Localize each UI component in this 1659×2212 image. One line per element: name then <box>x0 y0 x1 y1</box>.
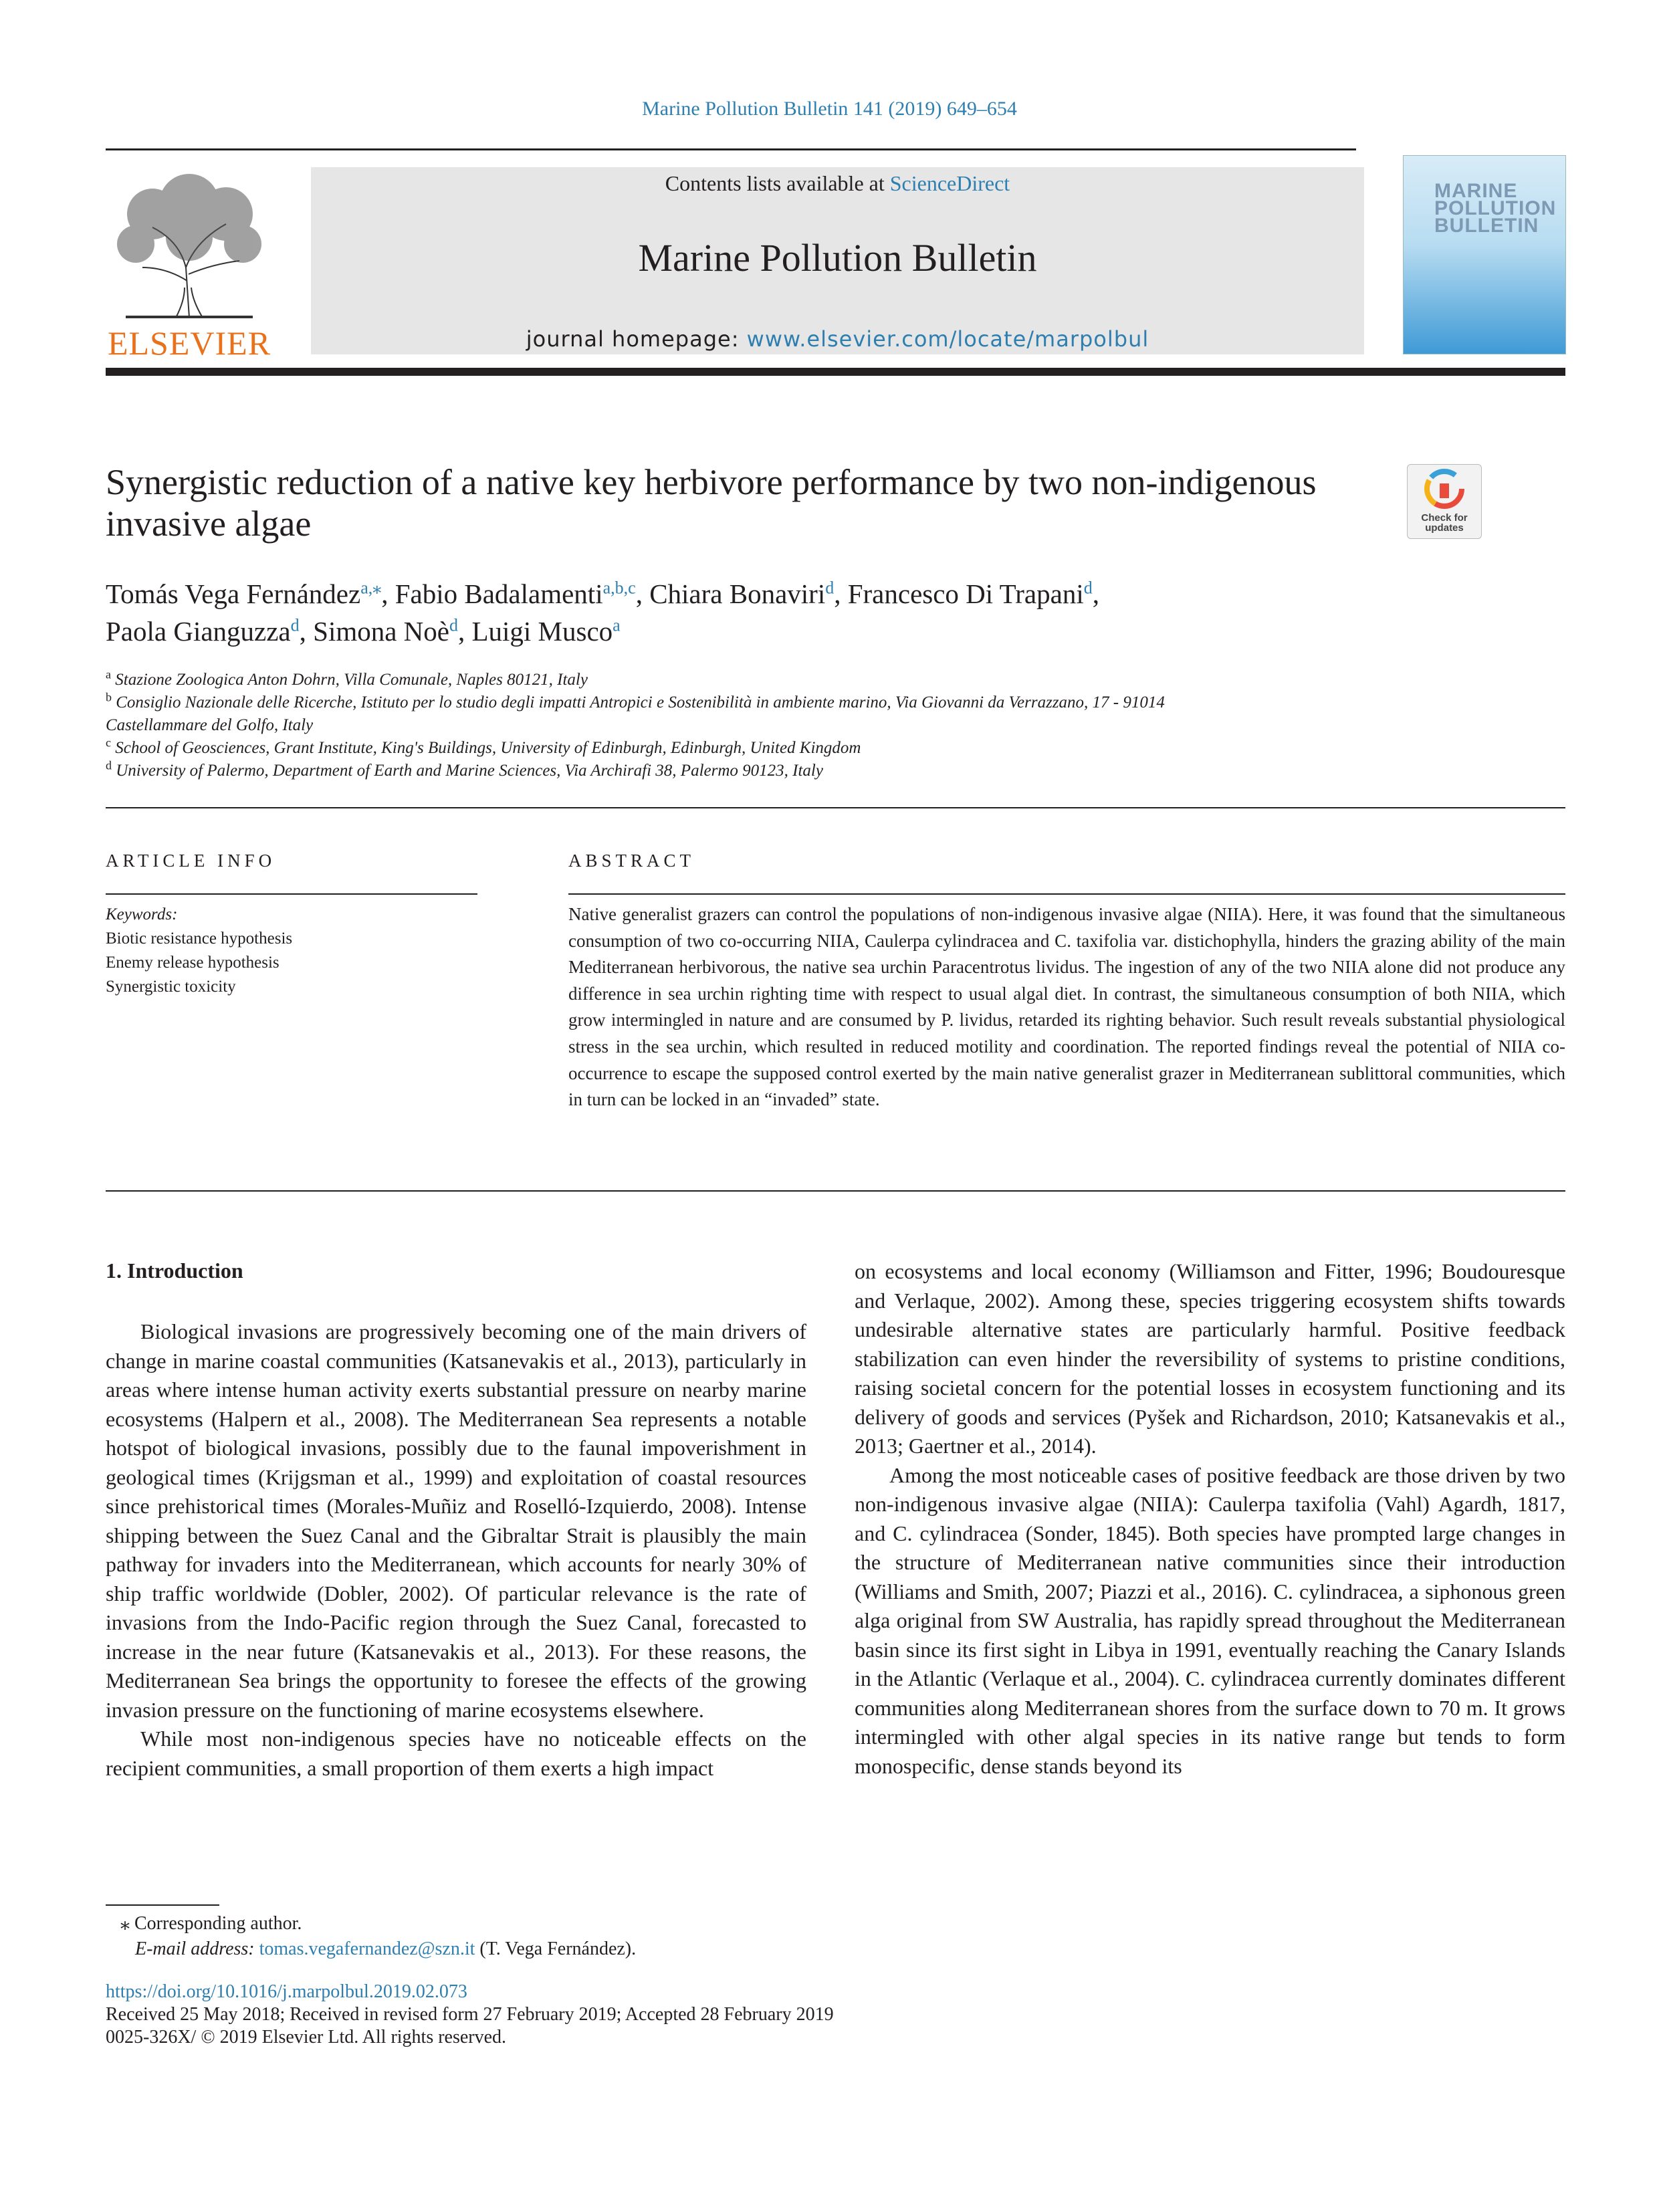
homepage-link[interactable]: www.elsevier.com/locate/marpolbul <box>746 326 1149 352</box>
author-affil-sup[interactable]: d <box>290 615 300 635</box>
header-rule <box>106 148 1356 150</box>
abstract-text: Native generalist grazers can control the populations of non-indigenous invasive algae (NIIA). Here, it was found that the simultaneous consumption of two co-occurring NIIA, Caulerpa cylindracea and C. taxifolia var. distichophylla, hinders the grazing ability of the main Mediterranean herbivorous, the native sea urchin Paracentrotus lividus. The ingestion of any of the two NIIA alone did not produce any difference in sea urchin righting time with respect to usual algal diet. In contrast, the simultaneous consumption of both NIIA, which grow intermingled in nature and are consumed by P. lividus, retarded its righting behavior. Such result reveals substantial physiological stress in the sea urchin, which resulted in reduced motility and coordination. The reported findings reveal the potential of NIIA co-occurrence to escape the supposed control exerted by the main native generalist grazer in Mediterranean sublittoral communities, which in turn can be locked in an “invaded” state. <box>568 904 1565 1110</box>
affiliation-a: $^a$ Stazione Zoologica Anton Dohrn, Villa Comunale, Naples 80121, Italy <box>106 667 588 689</box>
article-title: Synergistic reduction of a native key herbivore performance by two non-indigenous invasive algae <box>106 462 1317 544</box>
body-paragraph: Among the most noticeable cases of positive feedback are those driven by two non-indigenous invasive algae (NIIA): Caulerpa taxifolia (Vahl) Agardh, 1817, and C. cylindracea (Sonder, 1845). Both species have prompted large changes in the structure of Mediterranean native communities since their introduction (Williams and Smith, 2007; Piazzi et al., 2016). C. cylindracea, a siphonous green alga original from SW Australia, has rapidly spread throughout the Mediterranean basin since its first sight in Libya in 1991, eventually reaching the Canary Islands in the Atlantic (Verlaque et al., 2004). C. cylindracea currently dominates different communities along Mediterranean shores from the surface down to 70 m. It grows intermingled with other algal species in its native range but tends to form monospecific, dense stands beyond its <box>855 1462 1565 1778</box>
check-for-updates-badge[interactable] <box>1407 464 1482 539</box>
elsevier-wordmark: ELSEVIER <box>107 324 271 362</box>
journal-name: Marine Pollution Bulletin <box>638 236 1037 280</box>
author-affil-sup[interactable]: a,b,c <box>602 578 636 598</box>
keywords-label: Keywords: <box>106 905 178 923</box>
author-affil-sup[interactable]: d <box>449 615 458 635</box>
affiliation-b: $^b$ Consiglio Nazionale delle Ricerche, Istituto per lo studio degli impatti Antropici e Sostenibilità in ambiente marino, Via Giovanni da Verrazzano, 17 - 91014 <box>106 690 1165 711</box>
doi-link[interactable]: https://doi.org/10.1016/j.marpolbul.2019.02.073 <box>106 1981 467 2002</box>
article-info-rule <box>106 893 477 895</box>
corresponding-author-note: ⁎ Corresponding author. <box>120 1913 302 1934</box>
email-link[interactable]: tomas.vegafernandez@szn.it <box>259 1939 475 1959</box>
author-affil-sup[interactable]: a <box>613 615 621 635</box>
body-column-right <box>855 1257 1565 1781</box>
affiliation-d: $^d$ University of Palermo, Department of Earth and Marine Sciences, Via Archirafi 38, Palermo 90123, Italy <box>106 758 823 780</box>
author-name: Tomás Vega Fernández <box>106 578 361 609</box>
introduction-heading: 1. Introduction <box>106 1258 243 1283</box>
affiliation-b-cont: Castellammare del Golfo, Italy <box>106 716 314 734</box>
journal-reference-link[interactable]: Marine Pollution Bulletin 141 (2019) 649–654 <box>642 98 1017 120</box>
affiliation-rule <box>106 807 1565 808</box>
author-affil-sup[interactable]: d <box>1083 578 1093 598</box>
author-name: Francesco Di Trapani <box>847 578 1084 609</box>
article-info-heading: ARTICLE INFO <box>106 851 276 871</box>
body-paragraph: While most non-indigenous species have no noticeable effects on the recipient communities, a small proportion of them exerts a high impact <box>106 1727 806 1780</box>
affiliation-c: $^c$ School of Geosciences, Grant Institute, King's Buildings, University of Edinburgh, Edinburgh, United Kingdom <box>106 736 861 757</box>
keyword-item: Enemy release hypothesis <box>106 954 280 972</box>
abstract-end-rule <box>106 1190 1565 1192</box>
author-name: Paola Gianguzza <box>106 616 291 647</box>
keyword-item: Synergistic toxicity <box>106 978 236 996</box>
keywords-block <box>106 903 477 999</box>
contents-prefix: Contents lists available at <box>665 171 890 195</box>
masthead-thick-rule <box>106 368 1565 376</box>
abstract-rule <box>568 893 1565 895</box>
contents-line <box>311 171 1364 196</box>
abstract-heading: ABSTRACT <box>568 851 695 871</box>
author-name: Simona Noè <box>313 616 449 647</box>
keyword-item: Biotic resistance hypothesis <box>106 929 293 948</box>
body-paragraph: on ecosystems and local economy (Williamson and Fitter, 1996; Boudouresque and Verlaque, 2002). Among these, species triggering ecosystem shifts towards undesirable alternative states are particularly harmful. Positive feedback stabilization can even hinder the reversibility of systems to pristine conditions, raising societal concern for the potential losses in ecosystem functioning and its delivery of goods and services (Pyšek and Richardson, 2010; Katsanevakis et al., 2013; Gaertner et al., 2014). <box>855 1259 1565 1458</box>
author-affil-sup[interactable]: a,⁎ <box>360 578 382 598</box>
homepage-prefix: journal homepage: <box>526 326 747 352</box>
crossmark-label: Check for updates <box>1421 512 1468 534</box>
sciencedirect-link[interactable]: ScienceDirect <box>889 171 1010 195</box>
author-list: Tomás Vega Fernández$^{a,⁎}$, Fabio Badalamenti$^{a,b,c}$, Chiara Bonaviri$^d$, Francesco Di Trapani$^d$, Paola Gianguzza$^d$, Simona Noè$^d$, Luigi Musco$^a$ <box>106 578 1099 647</box>
journal-cover-image[interactable] <box>1403 155 1566 354</box>
homepage-line <box>311 326 1364 352</box>
dates-line: Received 25 May 2018; Received in revised form 27 February 2019; Accepted 28 February 2019 <box>106 2004 834 2025</box>
author-name: Luigi Musco <box>471 616 613 647</box>
footnote-rule <box>106 1904 219 1906</box>
email-line: E-mail address: tomas.vegafernandez@szn.it (T. Vega Fernández). <box>135 1939 637 1959</box>
author-name: Fabio Badalamenti <box>395 578 603 609</box>
body-paragraph: Biological invasions are progressively becoming one of the main drivers of change in marine coastal communities (Katsanevakis et al., 2013), particularly in areas where intense human activity exerts substantial pressure on nearby marine ecosystems (Halpern et al., 2008). The Mediterranean Sea represents a notable hotspot of biological invasions, possibly due to the faunal impoverishment in geological times (Krijgsman et al., 1999) and exploitation of coastal resources since prehistorical times (Morales-Muñiz and Roselló-Izquierdo, 2008). Intense shipping between the Suez Canal and the Gibraltar Strait is plausibly the main pathway for invaders into the Mediterranean, which accounts for nearly 30% of ship traffic worldwide (Dobler, 2002). Of particular relevance is the rate of invasions from the Indo-Pacific region through the Suez Canal, forecasted to increase in the near future (Katsanevakis et al., 2013). For these reasons, the Mediterranean Sea brings the opportunity to foresee the effects of the growing invasion pressure on the functioning of marine ecosystems elsewhere. <box>106 1319 806 1722</box>
publication-info <box>106 1981 1309 2049</box>
cover-title: MARINE POLLUTION BULLETIN <box>1434 180 1557 237</box>
author-name: Chiara Bonaviri <box>649 578 826 609</box>
copyright-line: 0025-326X/ © 2019 Elsevier Ltd. All rights reserved. <box>106 2027 507 2048</box>
body-column-left <box>106 1317 806 1783</box>
corresponding-author-footnote <box>106 1911 908 1962</box>
crossmark-icon <box>1408 465 1481 512</box>
author-affil-sup[interactable]: d <box>825 578 835 598</box>
